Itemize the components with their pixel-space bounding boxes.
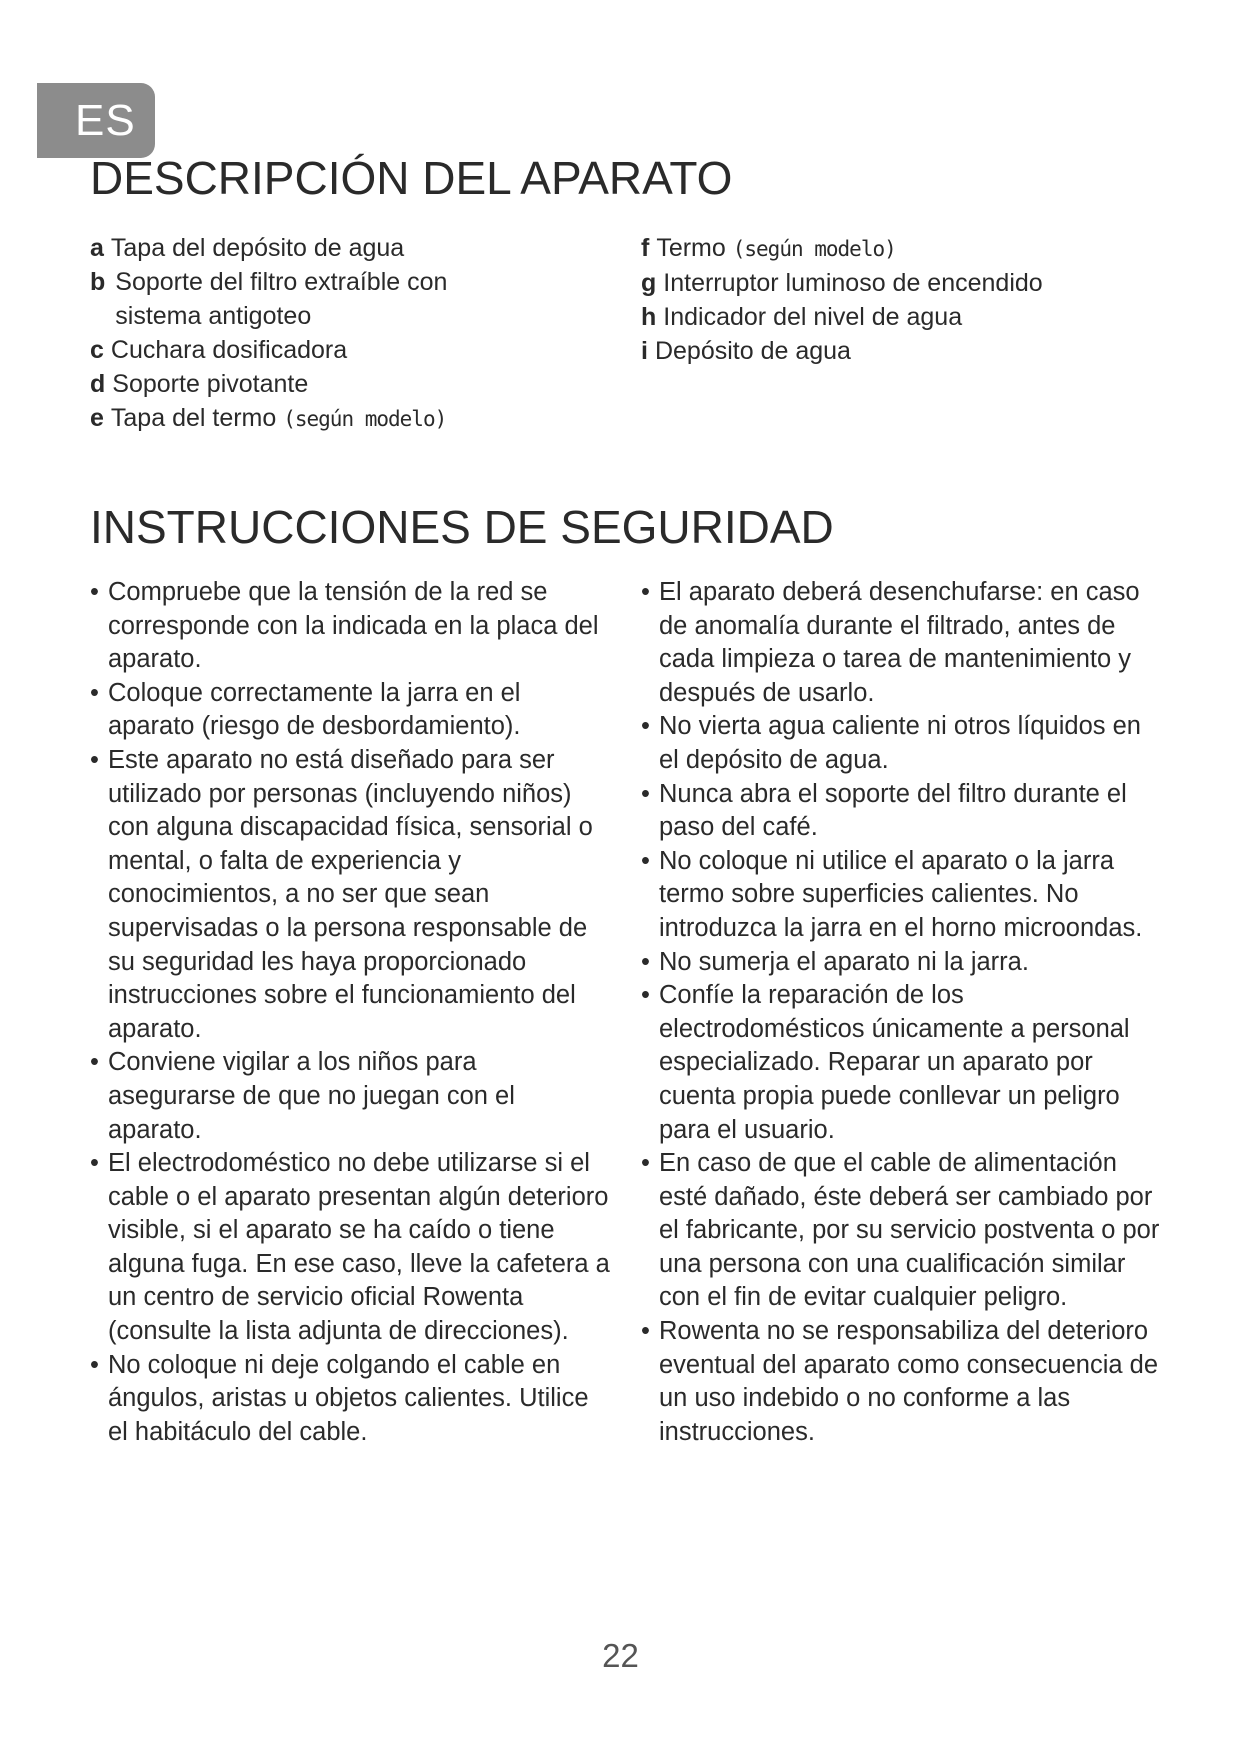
part-item: d Soporte pivotante bbox=[90, 370, 309, 398]
safety-item: • Confíe la reparación de los electrodomésticos únicamente a personal especializado. Reparar un aparato por cuenta propia puede conllevar un peligro para el usuario. bbox=[641, 979, 1161, 1147]
part-item: i Depósito de agua bbox=[641, 337, 851, 365]
safety-list-right bbox=[641, 576, 1161, 1449]
safety-item: • No coloque ni deje colgando el cable en ángulos, aristas u objetos calientes. Utilice el habitáculo del cable. bbox=[90, 1349, 610, 1450]
safety-title: INSTRUCCIONES DE SEGURIDAD bbox=[90, 501, 834, 553]
part-item: e Tapa del termo (según modelo) bbox=[90, 404, 447, 432]
parts-list-right bbox=[641, 231, 1161, 368]
safety-item: • Rowenta no se responsabiliza del deterioro eventual del aparato como consecuencia de un uso indebido o no conforme a las instrucciones. bbox=[641, 1315, 1161, 1449]
part-item: b Soporte del filtro extraíble con sistema antigoteo bbox=[90, 268, 448, 330]
safety-item: • Este aparato no está diseñado para ser utilizado por personas (incluyendo niños) con alguna discapacidad física, sensorial o mental, o falta de experiencia y conocimientos, a no ser que sean supervisadas o la persona responsable de su seguridad les haya proporcionado instrucciones sobre el funcionamiento del aparato. bbox=[90, 744, 610, 1046]
part-item: c Cuchara dosificadora bbox=[90, 336, 348, 364]
safety-item: • En caso de que el cable de alimentación esté dañado, éste deberá ser cambiado por el fabricante, por su servicio postventa o por una persona con una cualificación similar con el fin de evitar cualquier peligro. bbox=[641, 1147, 1161, 1315]
safety-item: • No vierta agua caliente ni otros líquidos en el depósito de agua. bbox=[641, 710, 1161, 777]
description-title: DESCRIPCIÓN DEL APARATO bbox=[90, 152, 733, 204]
page-number: 22 bbox=[602, 1637, 639, 1674]
safety-item: • No sumerja el aparato ni la jarra. bbox=[641, 946, 1161, 980]
language-tab: ES bbox=[37, 83, 155, 158]
safety-item: • Coloque correctamente la jarra en el aparato (riesgo de desbordamiento). bbox=[90, 677, 610, 744]
safety-list-left bbox=[90, 576, 610, 1449]
part-item: a Tapa del depósito de agua bbox=[90, 234, 405, 262]
safety-item: • El electrodoméstico no debe utilizarse si el cable o el aparato presentan algún deterioro visible, si el aparato se ha caído o tiene alguna fuga. En ese caso, lleve la cafetera a un centro de servicio oficial Rowenta (consulte la lista adjunta de direcciones). bbox=[90, 1147, 610, 1349]
part-item: g Interruptor luminoso de encendido bbox=[641, 269, 1043, 297]
safety-item: • Compruebe que la tensión de la red se corresponde con la indicada en la placa del aparato. bbox=[90, 576, 610, 677]
parts-list-left bbox=[90, 231, 570, 436]
safety-item: • Nunca abra el soporte del filtro durante el paso del café. bbox=[641, 778, 1161, 845]
safety-item: • Conviene vigilar a los niños para asegurarse de que no juegan con el aparato. bbox=[90, 1046, 610, 1147]
safety-item: • El aparato deberá desenchufarse: en caso de anomalía durante el filtrado, antes de cada limpieza o tarea de mantenimiento y después de usarlo. bbox=[641, 576, 1161, 710]
safety-item: • No coloque ni utilice el aparato o la jarra termo sobre superficies calientes. No introduzca la jarra en el horno microondas. bbox=[641, 845, 1161, 946]
part-item: h Indicador del nivel de agua bbox=[641, 303, 963, 331]
part-item: f Termo (según modelo) bbox=[641, 234, 896, 262]
